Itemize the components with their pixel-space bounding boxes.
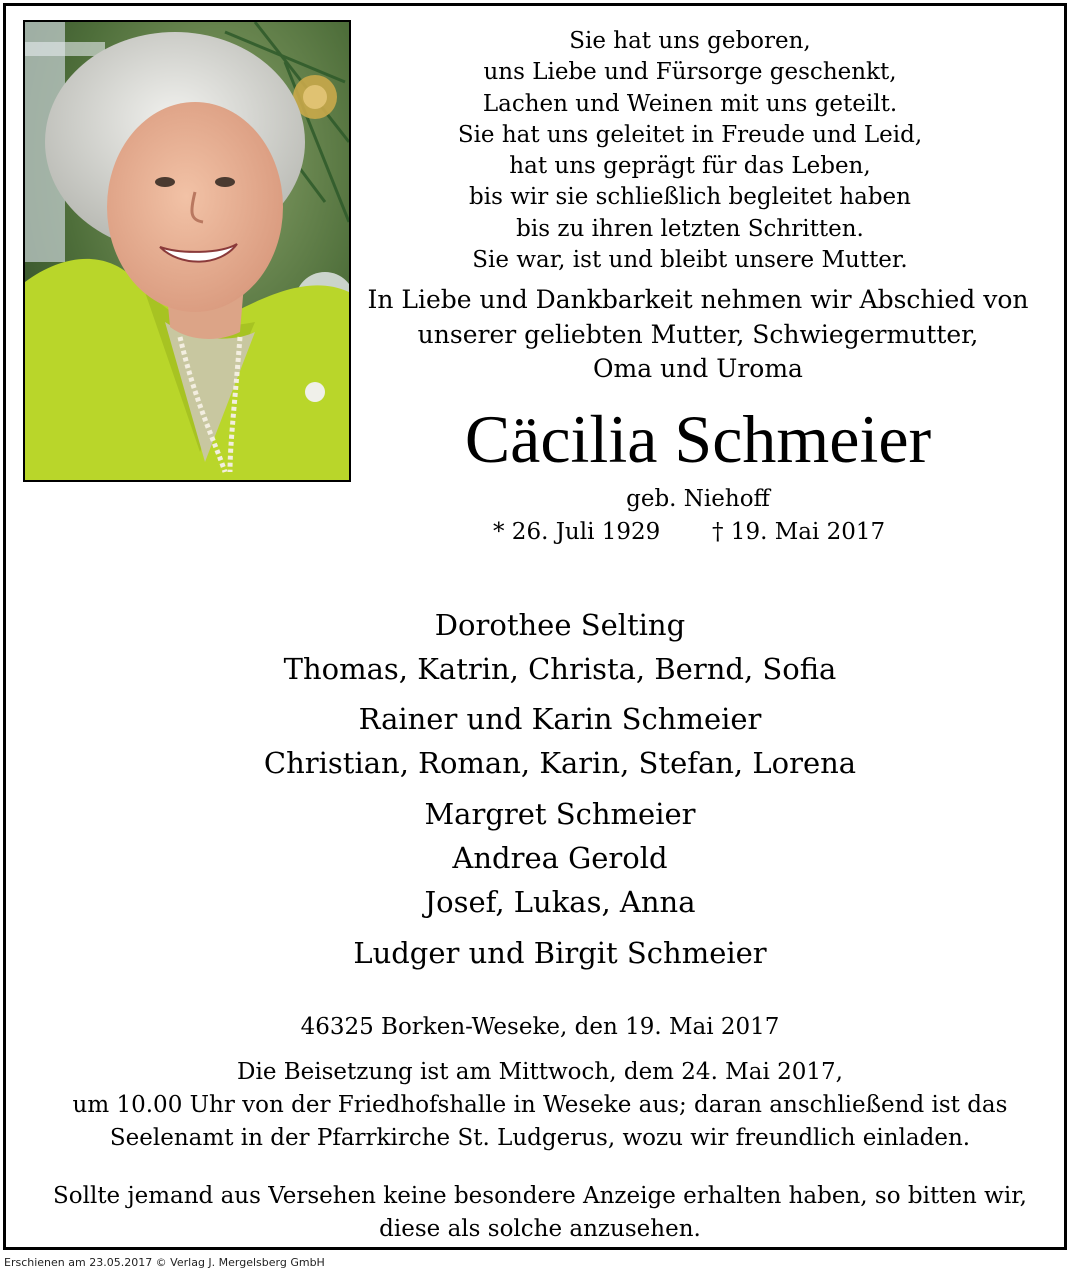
funeral-info bbox=[20, 1056, 1060, 1155]
closing-note bbox=[20, 1180, 1060, 1246]
poem-line: uns Liebe und Fürsorge geschenkt, bbox=[483, 59, 897, 86]
family-group-1 bbox=[150, 603, 970, 691]
poem-line: Sie hat uns geboren, bbox=[569, 28, 811, 54]
birth-date: * 26. Juli 1929 bbox=[493, 519, 661, 545]
family-main: Margret Schmeier bbox=[424, 797, 696, 831]
place-date: 46325 Borken-Weseke, den 19. Mai 2017 bbox=[300, 1014, 780, 1040]
family-group-2 bbox=[150, 697, 970, 785]
poem bbox=[375, 26, 1005, 276]
publication-footer: Erschienen am 23.05.2017 © Verlag J. Mergelsberg GmbH bbox=[4, 1256, 325, 1269]
funeral-line: Seelenamt in der Pfarrkirche St. Ludgerus, wozu wir freundlich einladen. bbox=[109, 1125, 971, 1151]
family-main: Dorothee Selting bbox=[434, 608, 686, 642]
poem-line: hat uns geprägt für das Leben, bbox=[509, 153, 871, 180]
note-line: Sollte jemand aus Versehen keine besondere Anzeige erhalten haben, so bitten wir, bbox=[53, 1183, 1027, 1209]
note-line: diese als solche anzusehen. bbox=[379, 1216, 701, 1242]
farewell-line: Oma und Uroma bbox=[593, 354, 803, 383]
family-sub: Thomas, Katrin, Christa, Bernd, Sofia bbox=[283, 652, 837, 686]
family-main: Rainer und Karin Schmeier bbox=[358, 702, 762, 736]
poem-line: bis wir sie schließlich begleitet haben bbox=[469, 184, 911, 211]
family-main: Ludger und Birgit Schmeier bbox=[353, 936, 767, 970]
family-sub: Christian, Roman, Karin, Stefan, Lorena bbox=[263, 746, 857, 780]
maiden-name: geb. Niehoff bbox=[626, 486, 770, 512]
poem-line: Sie hat uns geleitet in Freude und Leid, bbox=[457, 121, 923, 148]
death-date: † 19. Mai 2017 bbox=[712, 519, 886, 545]
family-main: Andrea Gerold bbox=[452, 841, 668, 875]
family-group-4 bbox=[150, 931, 970, 975]
family-sub: Josef, Lukas, Anna bbox=[424, 885, 696, 919]
poem-line: Lachen und Weinen mit uns geteilt. bbox=[482, 90, 898, 117]
poem-line: bis zu ihren letzten Schritten. bbox=[516, 215, 864, 242]
farewell-text bbox=[360, 283, 1036, 387]
portrait-illustration bbox=[25, 22, 349, 480]
life-dates bbox=[360, 516, 1036, 548]
farewell-line: unserer geliebten Mutter, Schwiegermutter, bbox=[417, 319, 979, 349]
deceased-name: Cäcilia Schmeier bbox=[464, 401, 932, 477]
funeral-line: Die Beisetzung ist am Mittwoch, dem 24. Mai 2017, bbox=[237, 1059, 843, 1085]
funeral-line: um 10.00 Uhr von der Friedhofshalle in Weseke aus; daran anschließend ist das bbox=[72, 1092, 1008, 1118]
portrait-photo bbox=[23, 20, 351, 482]
farewell-line: In Liebe und Dankbarkeit nehmen wir Abschied von bbox=[367, 285, 1029, 314]
poem-line: Sie war, ist und bleibt unsere Mutter. bbox=[472, 247, 908, 274]
family-group-3 bbox=[150, 792, 970, 924]
